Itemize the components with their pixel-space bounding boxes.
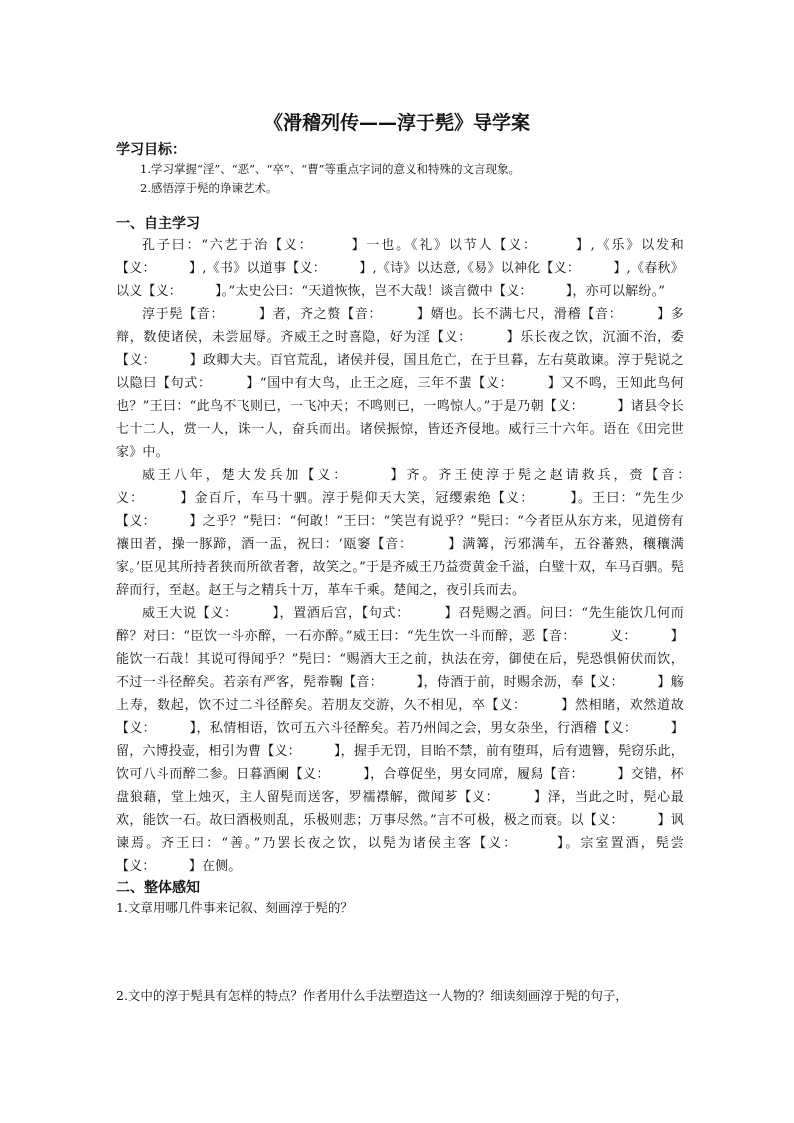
question-2: 2.文中的淳于髡具有怎样的特点？作者用什么手法塑造这一人物的？细读刻画淳于髡的句子， bbox=[116, 988, 628, 1003]
objective-item-1: 1.学习掌握“淫”、“恶”、“卒”、“曹”等重点字词的意义和特殊的文言现象。 bbox=[140, 162, 521, 176]
paragraph-drinking: 威王大说【义： 】，置酒后宫，【句式： 】召髡赐之酒。问曰：“先生能饮几何而醉？对曰：“臣饮一斗亦醉，一石亦醉。”威王曰：“先生饮一斗而醉，恶【音： 义： 】能饮一石哉！其说可得闻乎？”髡曰：“赐酒大王之前，执法在旁，御使在后，髡恐惧俯伏而饮，不过一斗径醉矣。若亲有严客，髡帣鞠【音： 】，侍酒于前，时赐余沥，奉【义： 】觞上寿，数起，饮不过二斗径醉矣。若朋友交游，久不相见，卒【义： 】然相睹，欢然道故【义： 】，私情相语，饮可五六斗径醉矣。若乃州闾之会，男女杂坐，行酒稽【义： 】留，六博投壶，相引为曹【义： 】，握手无罚，目眙不禁，前有堕珥，后有遗簪，髡窃乐此，饮可八斗而醉二参。日暮酒阑【义： 】，合尊促坐，男女同席，履舄【音： 】交错，杯盘狼藉，堂上烛灭，主人留髡而送客，罗襦襟解，微闻芗【义： 】泽，当此之时，髡心最欢，能饮一石。故曰酒极则乱，乐极则悲；万事尽然。”言不可极，极之而衰。以【义： 】讽谏焉。齐王曰：“善。”乃罢长夜之饮，以髡为诸侯主客【义： 】。宗室置酒，髡尝【义： 】在侧。 bbox=[116, 606, 684, 874]
document-body bbox=[116, 140, 724, 1006]
objectives-heading: 学习目标： bbox=[116, 142, 186, 158]
paragraph-preface: 孔子曰：“六艺于治【义： 】一也。《礼》以节人【义： 】,《乐》以发和【义： 】,《书》以道事【义： 】,《诗》以达意,《易》以神化【义： 】,《春秋》以义【义： 】。”太史公曰：“天道恢恢，岂不大哉！谈言微中【义： 】，亦可以解纷。” bbox=[116, 238, 684, 299]
objective-item-2: 2.感悟淳于髡的诤谏艺术。 bbox=[140, 181, 278, 195]
paragraph-great-bird: 淳于髡【音： 】者，齐之赘【音： 】婿也。长不满七尺，滑稽【音： 】多辩，数使诸侯，未尝屈辱。齐威王之时喜隐，好为淫【义： 】乐长夜之饮，沉湎不治，委【义： 】政卿大夫。百官荒乱，诸侯并侵，国且危亡，在于旦暮，左右莫敢谏。淳于髡说之以隐曰【句式： 】“国中有大鸟，止王之庭，三年不蜚【义： 】又不鸣，王知此鸟何也？”王曰：“此鸟不飞则已，一飞冲天；不鸣则已，一鸣惊人。”于是乃朝【义： 】诸县令长七十二人，赏一人，诛一人，奋兵而出。诸侯振惊，皆还齐侵地。威行三十六年。语在《田完世家》中。 bbox=[116, 307, 684, 460]
paragraph-chu-attack: 威王八年，楚大发兵加【义： 】齐。齐王使淳于髡之赵请救兵，赍【音： 义： 】金百斤，车马十驷。淳于髡仰天大笑，冠缨索绝【义： 】。王曰：“先生少【义： 】之乎？”髡曰：“何敢！”王曰：“笑岂有说乎？”髡曰：“今者臣从东方来，见道傍有禳田者，操一豚蹄，酒一盂，祝曰：‘瓯窭【音： 】满篝，污邪满车，五谷蕃熟，穰穰满家。’臣见其所持者狭而所欲者奢，故笑之。”于是齐威王乃益赍黄金千溢，白璧十双，车马百驷。髡辞而行，至赵。赵王与之精兵十万，革车千乘。楚闻之，夜引兵而去。 bbox=[116, 468, 724, 598]
page-title: 《滑稽列传——淳于髡》导学案 bbox=[263, 112, 530, 134]
section-self-study-heading: 一、自主学习 bbox=[116, 216, 200, 232]
question-1: 1.文章用哪几件事来记叙、刻画淳于髡的？ bbox=[116, 900, 353, 915]
section-overall-heading: 二、整体感知 bbox=[116, 880, 200, 896]
